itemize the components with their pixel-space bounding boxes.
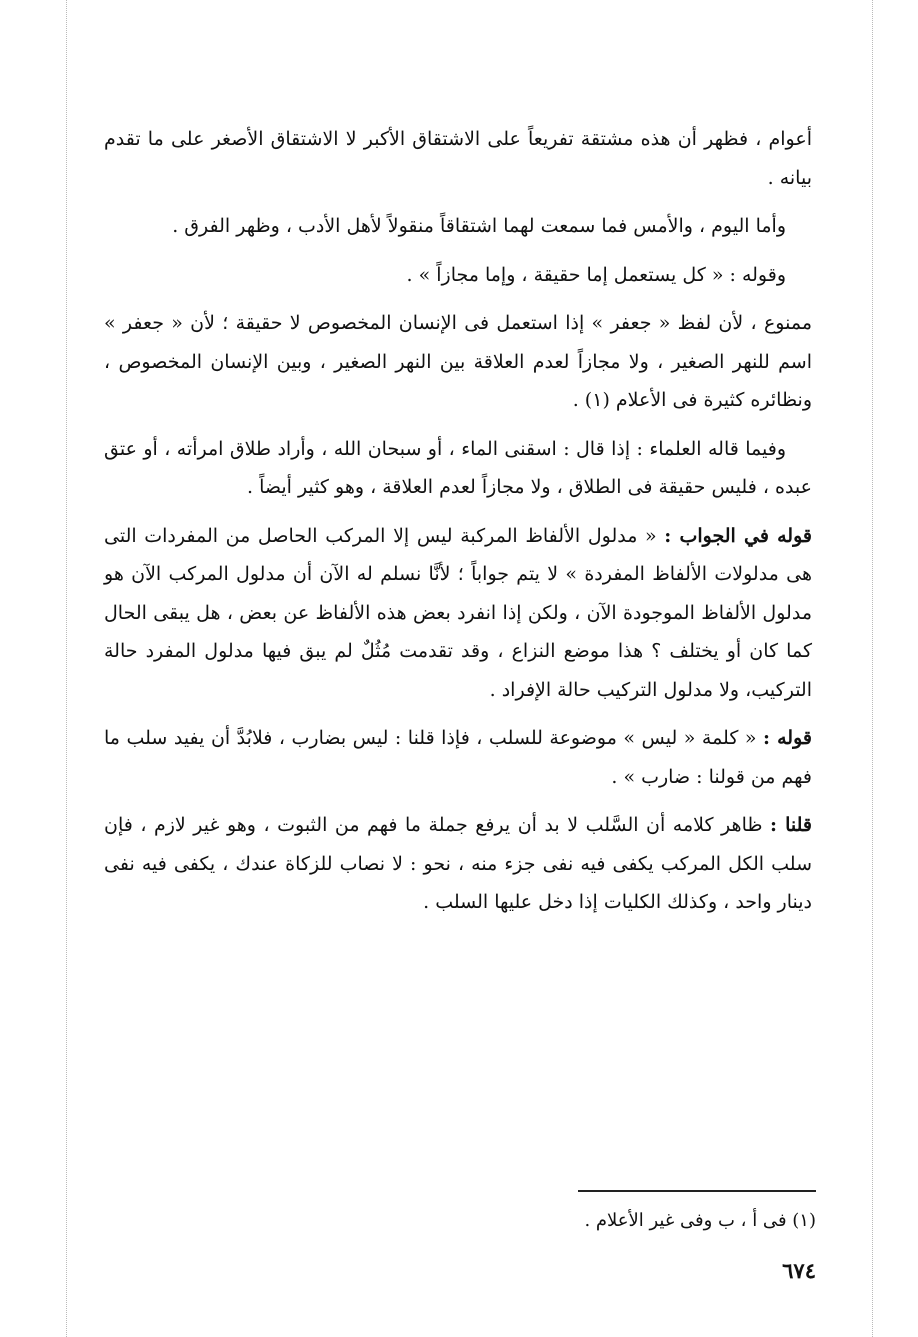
body-text <box>104 120 812 932</box>
footnote-rule <box>578 1190 816 1192</box>
scan-edge-left <box>66 0 67 1337</box>
paragraph: قوله في الجواب : « مدلول الألفاظ المركبة ليس إلا المركب الحاصل من المفردات التى هى مدلولات الألفاظ المفردة » لا يتم جواباً ؛ لأنَّا نسلم له الآن أن مدلول المركب الآن هو مدلول الألفاظ الموجودة الآن ، ولكن إذا انفرد بعض هذه الألفاظ عن بعض ، هل يبقى الحال كما كان أو يختلف ؟ هذا موضع النزاع ، وقد تقدمت مُثُلٌ لم يبق فيها مدلول المفرد حالة التركيب، ولا مدلول التركيب حالة الإفراد . <box>104 524 812 701</box>
lead-phrase: قوله في الجواب : <box>664 524 812 547</box>
paragraph: قوله : « كلمة « ليس » موضوعة للسلب ، فإذا قلنا : ليس بضارب ، فلابُدَّ أن يفيد سلب ما فهم من قولنا : ضارب » . <box>104 727 812 788</box>
paragraph: أعوام ، فظهر أن هذه مشتقة تفريعاً على الاشتقاق الأكبر لا الاشتقاق الأصغر على ما تقدم بيانه . <box>104 128 812 189</box>
lead-phrase: قوله : <box>763 727 812 749</box>
paragraph: وأما اليوم ، والأمس فما سمعت لهما اشتقاقاً منقولاً لأهل الأدب ، وظهر الفرق . <box>172 215 786 237</box>
scan-edge-right <box>872 0 873 1337</box>
paragraph: ممنوع ، لأن لفظ « جعفر » إذا استعمل فى الإنسان المخصوص لا حقيقة ؛ لأن « جعفر » اسم للنهر الصغير ، ولا مجازاً لعدم العلاقة بين النهر الصغير ، وبين الإنسان المخصوص ، ونظائره كثيرة فى الأعلام (١) . <box>104 312 812 411</box>
paragraph: وفيما قاله العلماء : إذا قال : اسقنى الماء ، أو سبحان الله ، وأراد طلاق امرأته ، أو عتق عبده ، فليس حقيقة فى الطلاق ، ولا مجازاً لعدم العلاقة ، وهو كثير أيضاً . <box>104 437 812 498</box>
paragraph: قلنا : ظاهر كلامه أن السَّلب لا بد أن يرفع جملة ما فهم من الثبوت ، وهو غير لازم ، فإن سلب الكل المركب يكفى فيه نفى جزء منه ، نحو : لا نصاب للزكاة عندك ، يكفى فيه نفى دينار واحد ، وكذلك الكليات إذا دخل عليها السلب . <box>104 814 812 913</box>
lead-phrase: قلنا : <box>770 814 812 836</box>
footnote: (١) فى أ ، ب وفى غير الأعلام . <box>584 1210 816 1231</box>
paragraph: وقوله : « كل يستعمل إما حقيقة ، وإما مجازاً » . <box>406 263 786 286</box>
page-number: ٦٧٤ <box>782 1258 816 1283</box>
